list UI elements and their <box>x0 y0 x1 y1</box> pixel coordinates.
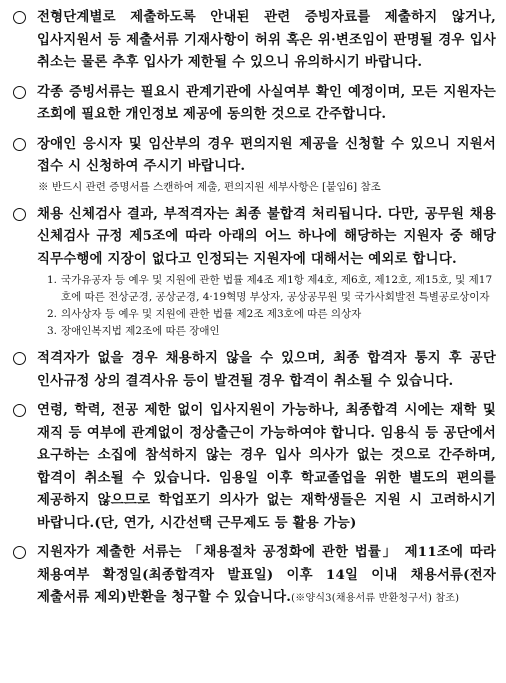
list-item-text: 장애인복지법 제2조에 따른 장애인 <box>61 325 220 337</box>
notice-text-reference: (※양식3(채용서류 반환청구서) 참조) <box>291 593 460 604</box>
notice-text <box>37 541 496 611</box>
notice-item-medical-exam <box>10 203 496 341</box>
notice-item-document-return <box>10 541 496 611</box>
notice-item-falsified-documents <box>10 6 496 74</box>
list-item <box>47 306 496 323</box>
exception-list <box>47 272 496 340</box>
list-item-number: 2. <box>47 308 58 320</box>
notice-footnote: ※ 반드시 관련 증명서를 스캔하여 제출, 편의지원 세부사항은 [붙임6] 참조 <box>38 180 381 193</box>
circle-bullet-icon <box>13 404 26 417</box>
list-item-text: 의사상자 등 예우 및 지원에 관한 법률 제2조 제3호에 따른 의상자 <box>61 308 362 320</box>
list-item-number: 3. <box>47 325 58 337</box>
notice-text: 연령, 학력, 전공 제한 없이 입사지원이 가능하나, 최종합격 시에는 재학 및 재직 등 여부에 관계없이 정상출근이 가능하여야 합니다. 임용식 등 공단에서 요구하는 소집에 참석하지 않는 경우 입사 의사가 없는 것으로 간주하며, 합격이 취소될 수 있습니다. 임용일 이후 학교졸업을 위한 별도의 편의를 제공하지 않으므로 학업포기 의사가 없는 재학생들은 지원 시 고려하시기 바랍니다.(단, 연가, 시간선택 근무제도 등 활용 가능) <box>37 402 496 531</box>
notice-text: 각종 증빙서류는 필요시 관계기관에 사실여부 확인 예정이며, 모든 지원자는 조회에 필요한 개인정보 제공에 동의한 것으로 간주합니다. <box>37 83 496 122</box>
circle-bullet-icon <box>13 11 26 24</box>
notice-text: 장애인 응시자 및 임산부의 경우 편의지원 제공을 신청할 수 있으니 지원서 접수 시 신청하여 주시기 바랍니다. <box>37 135 496 174</box>
notice-text-main: 지원자가 제출한 서류는 「채용절차 공정화에 관한 법률」 제11조에 따라 채용여부 확정일(최종합격자 발표일) 이후 14일 이내 채용서류(전자 제출서류 제외)반환을 청구할 수 있습니다. <box>37 544 496 605</box>
circle-bullet-icon <box>13 138 26 151</box>
list-item-number: 1. <box>47 274 58 286</box>
circle-bullet-icon <box>13 208 26 221</box>
list-item <box>47 323 496 340</box>
circle-bullet-icon <box>13 546 26 559</box>
list-item <box>47 272 496 306</box>
circle-bullet-icon <box>13 86 26 99</box>
notice-item-document-verification <box>10 81 496 126</box>
notice-text: 전형단계별로 제출하도록 안내된 관련 증빙자료를 제출하지 않거나, 입사지원서 등 제출서류 기재사항이 허위 혹은 위·변조임이 판명될 경우 입사 취소는 물론 추후 입사가 제한될 수 있으니 유의하시기 바랍니다. <box>37 9 496 70</box>
list-item-text: 국가유공자 등 예우 및 지원에 관한 법률 제4조 제1항 제4호, 제6호, 제12호, 제15호, 및 제17호에 따른 전상군경, 공상군경, 4·19혁명 부상자, 공상공무원 및 국가사회발전 특별공로상이자 <box>61 274 493 303</box>
notice-item-disqualification <box>10 347 496 392</box>
notice-text: 적격자가 없을 경우 채용하지 않을 수 있으며, 최종 합격자 통지 후 공단 인사규정 상의 결격사유 등이 발견될 경우 합격이 취소될 수 있습니다. <box>37 350 496 389</box>
notice-item-attendance <box>10 399 496 534</box>
circle-bullet-icon <box>13 352 26 365</box>
notice-item-accessibility-support <box>10 133 496 196</box>
notice-text: 채용 신체검사 결과, 부적격자는 최종 불합격 처리됩니다. 다만, 공무원 채용 신체검사 규정 제5조에 따라 아래의 어느 하나에 해당하는 지원자 중 해당 직무수행에 지장이 없다고 인정되는 지원자에 대해서는 예외로 합니다. <box>37 205 496 267</box>
